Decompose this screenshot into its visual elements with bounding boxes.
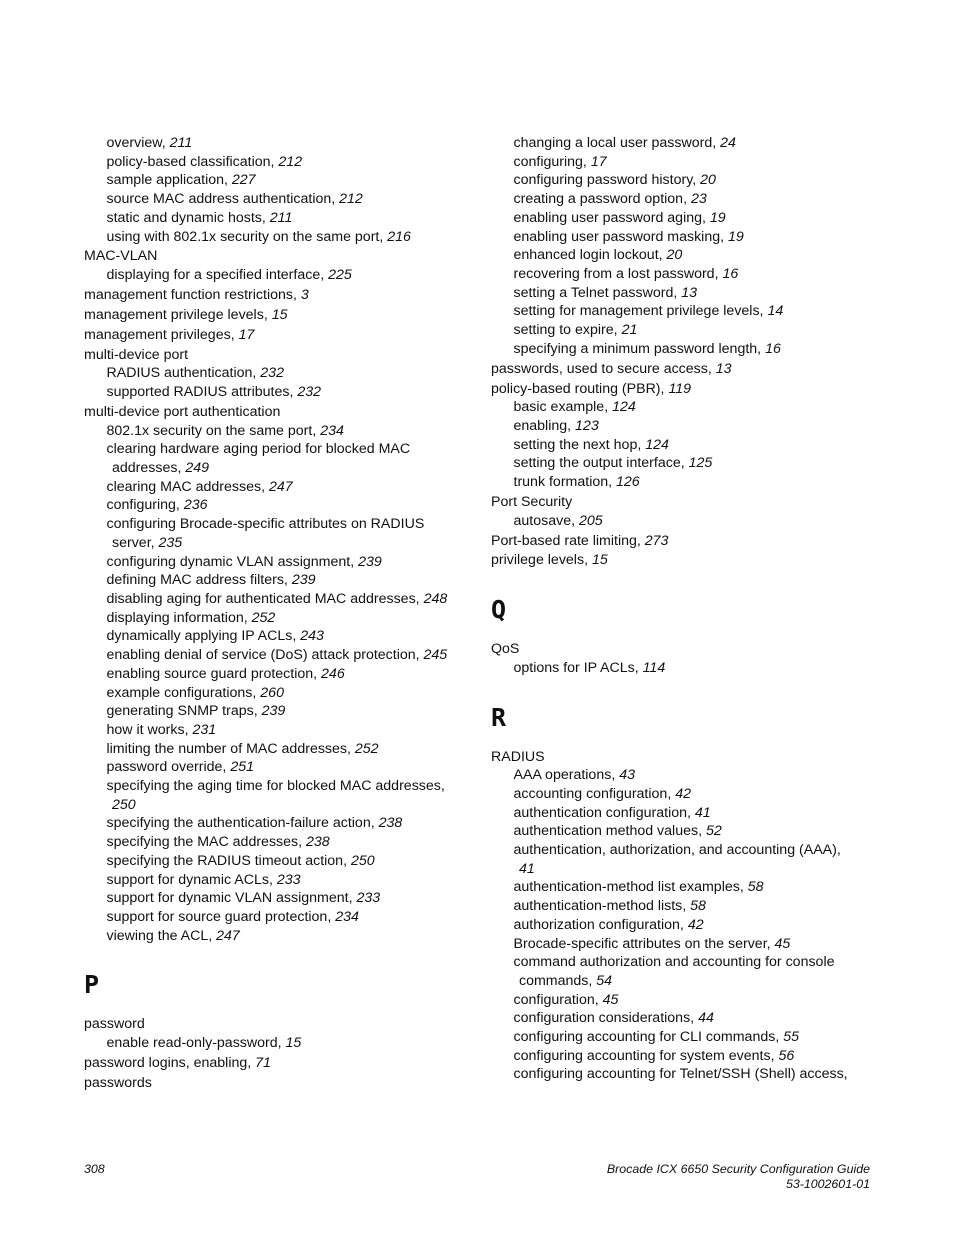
page-reference: 20	[700, 172, 716, 189]
page-reference: 119	[668, 380, 692, 397]
entry-text: generating SNMP traps	[106, 703, 254, 720]
page-reference: 252	[354, 740, 379, 757]
index-subentry: displaying for a specified interface, 225	[106, 267, 352, 284]
page-reference: 45	[774, 935, 791, 952]
entry-text: passwords	[84, 1074, 152, 1091]
index-subentry: configuring accounting for system events, 56	[513, 1047, 795, 1064]
page-reference: 273	[644, 532, 669, 549]
index-subentry: setting a Telnet password, 13	[513, 284, 698, 301]
page-reference: 52	[705, 823, 722, 840]
index-subentry: configuring password history, 20	[513, 172, 716, 189]
page-reference: 231	[192, 721, 217, 738]
entry-text: recovering from a lost password	[513, 265, 715, 282]
index-subentry: disabling aging for authenticated MAC addresses, 248	[106, 591, 448, 607]
page-reference: 41	[694, 804, 711, 821]
entry-text: AAA operations	[513, 767, 612, 784]
entry-text: example configurations	[106, 684, 253, 701]
page-reference: 250	[350, 852, 375, 869]
entry-text: configuration considerations	[513, 1010, 691, 1027]
entry-text: authentication configuration	[513, 804, 688, 821]
entry-text: overview	[106, 135, 162, 151]
entry-text: changing a local user password	[513, 135, 713, 151]
entry-text: viewing the ACL	[106, 927, 209, 944]
index-subentry: 802.1x security on the same port, 234	[106, 422, 344, 439]
index-column-right	[491, 134, 871, 1084]
entry-text: setting to expire	[513, 322, 614, 339]
entry-text: multi-device port authentication	[84, 403, 281, 420]
index-subentry: enabling user password aging, 19	[513, 209, 726, 226]
entry-text: setting the next hop	[513, 436, 638, 453]
entry-text: displaying for a specified interface	[106, 267, 321, 284]
page-reference: 234	[335, 908, 359, 925]
index-subentry: creating a password option, 23	[513, 191, 707, 208]
page-reference: 23	[690, 191, 707, 208]
index-subentry: enabling denial of service (DoS) attack protection, 245	[106, 647, 448, 664]
entry-text: Brocade-specific attributes on the server	[513, 935, 767, 952]
index-continuation	[491, 860, 871, 879]
page-reference: 20	[666, 247, 683, 264]
entry-text: RADIUS	[491, 748, 545, 765]
entry-text: displaying information	[106, 609, 244, 626]
index-subentry: password override, 251	[106, 759, 254, 776]
index-subentry: specifying the authentication-failure action, 238	[106, 815, 403, 832]
entry-text: setting for management privilege levels	[513, 303, 760, 320]
index-subentry: generating SNMP traps, 239	[106, 703, 286, 720]
index-subentry: setting for management privilege levels, 14	[513, 303, 784, 320]
entry-text: enabling	[513, 417, 568, 434]
entry-text: options for IP ACLs	[513, 659, 635, 676]
index-subentry	[84, 515, 474, 534]
entry-text: creating a password option	[513, 191, 684, 208]
page-reference: 21	[621, 322, 638, 339]
entry-text: configuring dynamic VLAN assignment	[106, 553, 351, 570]
index-subentry: displaying information, 252	[106, 609, 276, 626]
index-subentry	[491, 841, 871, 860]
entry-text: configuration	[513, 991, 595, 1008]
index-subentry: trunk formation, 126	[513, 474, 640, 491]
entry-text: authorization configuration	[513, 916, 680, 933]
entry-text: using with 802.1x security on the same port	[106, 228, 380, 245]
entry-text: enabling user password masking	[513, 228, 721, 245]
index-subentry: limiting the number of MAC addresses, 252	[106, 740, 379, 757]
entry-text: Port Security	[491, 493, 573, 510]
footer-doc-number: 53-1002601-01	[785, 1177, 870, 1191]
index-subentry: specifying the RADIUS timeout action, 250	[106, 852, 375, 869]
entry-text: specifying a minimum password length	[513, 340, 758, 357]
page-reference: 238	[378, 815, 403, 832]
entry-text: configuring	[513, 153, 583, 170]
index-subentry: support for source guard protection, 234	[106, 908, 359, 925]
entry-text: configuring	[106, 497, 176, 514]
page-reference: 58	[747, 879, 764, 896]
entry-text: disabling aging for authenticated MAC addresses	[106, 591, 416, 607]
entry-text: addresses	[112, 460, 178, 477]
index-subentry: how it works, 231	[106, 721, 217, 738]
index-subentry	[84, 777, 474, 796]
entry-text: 802.1x security on the same port	[106, 422, 313, 439]
page-reference: 71	[255, 1054, 271, 1071]
index-subentry: policy-based classification, 212	[106, 153, 303, 170]
index-subentry: example configurations, 260	[106, 684, 284, 701]
page-reference: 247	[216, 927, 240, 944]
index-subentry: supported RADIUS attributes, 232	[106, 384, 322, 401]
index-subentry: setting the next hop, 124	[513, 436, 669, 453]
entry-text: password override	[106, 759, 223, 776]
index-entry	[84, 1074, 474, 1093]
index-subentry: clearing MAC addresses, 247	[106, 478, 293, 495]
page-reference: 114	[642, 659, 666, 676]
index-subentry	[84, 440, 474, 459]
page-reference: 16	[765, 340, 781, 357]
page-reference: 245	[423, 647, 448, 664]
page-reference: 54	[596, 972, 613, 989]
index-subentry	[491, 1065, 871, 1084]
page-reference: 123	[575, 417, 599, 434]
page-reference: 44	[698, 1010, 714, 1027]
index-subentry: defining MAC address filters, 239	[106, 572, 316, 589]
index-entry: Port-based rate limiting, 273	[491, 532, 669, 549]
index-subentry: configuring accounting for CLI commands, 55	[513, 1029, 799, 1046]
page-reference: 211	[169, 135, 193, 151]
footer-page-number: 308	[84, 1162, 105, 1176]
page-reference: 58	[690, 898, 706, 915]
index-subentry: configuring dynamic VLAN assignment, 239	[106, 553, 382, 570]
entry-text: specifying the RADIUS timeout action	[106, 852, 344, 869]
page-reference: 124	[645, 436, 669, 453]
index-subentry: basic example, 124	[513, 399, 636, 416]
index-subentry: dynamically applying IP ACLs, 243	[106, 628, 324, 645]
index-subentry: authentication-method list examples, 58	[513, 879, 764, 896]
index-subentry: changing a local user password, 24	[513, 135, 736, 151]
entry-text: privilege levels	[491, 552, 585, 569]
footer-guide-title: Brocade ICX 6650 Security Configuration Guide	[606, 1162, 870, 1176]
entry-text: Port-based rate limiting	[491, 532, 637, 549]
page-reference: 239	[358, 553, 382, 570]
entry-text: authentication-method lists	[513, 898, 683, 915]
entry-text: authentication method values	[513, 823, 699, 840]
index-entry	[491, 748, 871, 767]
index-entry	[84, 1015, 474, 1034]
index-entry: management privilege levels, 15	[84, 306, 288, 323]
entry-text: specifying the MAC addresses	[106, 834, 299, 851]
index-column-left	[84, 134, 474, 1093]
entry-text: setting a Telnet password	[513, 284, 674, 301]
entry-text: MAC-VLAN	[84, 248, 158, 265]
index-continuation: addresses, 249	[112, 460, 210, 477]
index-subentry: accounting configuration, 42	[513, 785, 691, 802]
entry-text: enhanced login lockout	[513, 247, 659, 264]
index-subentry: configuring, 17	[513, 153, 607, 170]
index-subentry: enabling user password masking, 19	[513, 228, 744, 245]
entry-text: support for source guard protection	[106, 908, 328, 925]
index-subentry: specifying a minimum password length, 16	[513, 340, 781, 357]
page-reference: 233	[356, 890, 381, 907]
section-letter: R	[491, 702, 507, 732]
index-subentry: configuring, 236	[106, 497, 208, 514]
entry-text: sample application	[106, 172, 225, 189]
index-subentry: viewing the ACL, 247	[106, 927, 240, 944]
page-reference: 238	[306, 834, 330, 851]
entry-text: limiting the number of MAC addresses	[106, 740, 348, 757]
page-reference: 41	[519, 860, 535, 877]
index-subentry: enhanced login lockout, 20	[513, 247, 683, 264]
page-reference: 45	[602, 991, 619, 1008]
entry-text: dynamically applying IP ACLs	[106, 628, 293, 645]
page-reference: 216	[387, 228, 411, 245]
page-reference: 19	[728, 228, 744, 245]
index-subentry: using with 802.1x security on the same port, 216	[106, 228, 411, 245]
page-reference: 212	[278, 153, 303, 170]
index-entry: policy-based routing (PBR), 119	[491, 380, 692, 397]
index-subentry: autosave, 205	[513, 512, 603, 529]
page-reference: 19	[709, 209, 726, 226]
page-reference: 212	[339, 191, 363, 208]
page-reference: 211	[269, 209, 293, 226]
entry-text: configuring Brocade-specific attributes on RADIUS	[106, 516, 425, 533]
section-letter: Q	[491, 595, 507, 625]
entry-text: how it works	[106, 721, 185, 738]
page-reference: 232	[297, 384, 322, 401]
page-reference: 233	[276, 871, 301, 888]
page-reference: 126	[616, 474, 640, 491]
page-reference: 55	[783, 1029, 799, 1046]
entry-text: configuring accounting for Telnet/SSH (Shell) access,	[513, 1066, 848, 1083]
index-subentry: authentication method values, 52	[513, 823, 722, 840]
page-reference: 260	[260, 684, 284, 701]
page-reference: 251	[230, 759, 254, 776]
entry-text: management function restrictions	[84, 287, 293, 303]
index-subentry: configuration considerations, 44	[513, 1010, 714, 1027]
entry-text: policy-based routing (PBR)	[491, 380, 661, 397]
index-subentry: Brocade-specific attributes on the server, 45	[513, 935, 791, 952]
index-subentry	[491, 953, 871, 972]
index-subentry: authorization configuration, 42	[513, 916, 704, 933]
page-reference: 227	[231, 172, 256, 189]
index-entry: password logins, enabling, 71	[84, 1054, 271, 1071]
index-subentry: source MAC address authentication, 212	[106, 191, 363, 208]
page-reference: 247	[268, 478, 293, 495]
entry-text: configuring password history	[513, 172, 693, 189]
entry-text: policy-based classification	[106, 153, 271, 170]
page-reference: 124	[612, 399, 636, 416]
index-entry	[84, 346, 474, 365]
page-reference: 248	[423, 591, 448, 607]
page-reference: 234	[320, 422, 344, 439]
index-subentry: recovering from a lost password, 16	[513, 265, 739, 282]
index-entry: passwords, used to secure access, 13	[491, 360, 732, 377]
entry-text: trunk formation	[513, 474, 609, 491]
index-entry	[491, 493, 871, 512]
section-letter: P	[84, 970, 100, 1000]
index-subentry: setting the output interface, 125	[513, 455, 713, 472]
footer-doc-info	[607, 1162, 870, 1192]
entry-text: support for dynamic ACLs	[106, 871, 269, 888]
entry-text: clearing MAC addresses	[106, 478, 262, 495]
index-continuation: commands, 54	[519, 972, 613, 989]
index-subentry: configuration, 45	[513, 991, 619, 1008]
entry-text: enable read-only-password	[106, 1035, 278, 1052]
index-subentry: AAA operations, 43	[513, 767, 635, 784]
entry-text: commands	[519, 972, 589, 989]
index-entry: management privileges, 17	[84, 326, 255, 343]
index-subentry: static and dynamic hosts, 211	[106, 209, 293, 226]
page-reference: 205	[578, 512, 603, 529]
entry-text: configuring accounting for system events	[513, 1047, 771, 1064]
index-entry	[491, 640, 871, 659]
entry-text: password logins, enabling	[84, 1054, 248, 1071]
page-reference: 15	[591, 552, 608, 569]
page-reference: 250	[112, 796, 136, 813]
entry-text: basic example	[513, 399, 605, 416]
page-reference: 13	[681, 284, 698, 301]
entry-text: defining MAC address filters	[106, 572, 284, 589]
entry-text: passwords, used to secure access	[491, 360, 708, 377]
index-subentry: sample application, 227	[106, 172, 256, 189]
page-reference: 246	[321, 665, 345, 682]
page-reference: 239	[291, 572, 316, 589]
entry-text: management privileges	[84, 326, 231, 343]
index-subentry: support for dynamic VLAN assignment, 233	[106, 890, 381, 907]
page-reference: 225	[328, 267, 352, 284]
entry-text: enabling denial of service (DoS) attack protection	[106, 647, 416, 664]
index-subentry: enabling, 123	[513, 417, 599, 434]
index-subentry: enabling source guard protection, 246	[106, 665, 345, 682]
page-reference: 249	[185, 460, 210, 477]
index-subentry: RADIUS authentication, 232	[106, 365, 284, 382]
page-reference: 17	[590, 153, 607, 170]
entry-text: QoS	[491, 641, 520, 658]
entry-text: supported RADIUS attributes	[106, 384, 290, 401]
page-reference: 15	[271, 306, 288, 323]
page-reference: 243	[300, 628, 324, 645]
entry-text: configuring accounting for CLI commands	[513, 1029, 776, 1046]
page-reference: 239	[261, 703, 286, 720]
entry-text: accounting configuration	[513, 785, 668, 802]
entry-text: source MAC address authentication	[106, 191, 332, 208]
entry-text: specifying the aging time for blocked MAC addresses,	[106, 778, 445, 795]
entry-text: support for dynamic VLAN assignment	[106, 890, 349, 907]
page-reference: 13	[715, 360, 732, 377]
page-reference: 125	[688, 455, 713, 472]
page-reference: 236	[183, 497, 208, 514]
index-subentry: support for dynamic ACLs, 233	[106, 871, 301, 888]
page-reference: 15	[285, 1035, 302, 1052]
entry-text: setting the output interface	[513, 455, 681, 472]
entry-text: clearing hardware aging period for blocked MAC	[106, 441, 411, 458]
index-subentry: authentication configuration, 41	[513, 804, 711, 821]
entry-text: command authorization and accounting for console	[513, 954, 835, 971]
entry-text: specifying the authentication-failure action	[106, 815, 371, 832]
index-entry: management function restrictions, 3	[84, 287, 309, 303]
entry-text: password	[84, 1016, 145, 1033]
index-subentry: authentication-method lists, 58	[513, 898, 706, 915]
page-reference: 17	[238, 326, 255, 343]
page-reference: 43	[619, 767, 635, 784]
index-continuation: server, 235	[112, 534, 183, 551]
entry-text: autosave	[513, 512, 572, 529]
page-reference: 14	[767, 303, 784, 320]
entry-text: multi-device port	[84, 346, 189, 363]
index-subentry: options for IP ACLs, 114	[513, 659, 666, 676]
index-entry: privilege levels, 15	[491, 552, 608, 569]
index-subentry: overview, 211	[106, 135, 193, 151]
entry-text: enabling user password aging	[513, 209, 703, 226]
page-reference: 42	[675, 785, 691, 802]
page-reference: 16	[722, 265, 739, 282]
index-entry	[84, 247, 474, 266]
page-reference: 42	[687, 916, 704, 933]
page-reference: 56	[778, 1047, 795, 1064]
index-continuation	[84, 796, 474, 815]
page-reference: 252	[251, 609, 276, 626]
entry-text: server	[112, 534, 151, 551]
page-reference: 232	[260, 365, 284, 382]
entry-text: authentication, authorization, and accounting (AAA),	[513, 842, 841, 859]
entry-text: RADIUS authentication	[106, 365, 253, 382]
index-subentry: setting to expire, 21	[513, 322, 638, 339]
entry-text: static and dynamic hosts	[106, 209, 262, 226]
index-entry	[84, 403, 474, 422]
entry-text: authentication-method list examples	[513, 879, 740, 896]
page-reference: 235	[158, 534, 183, 551]
entry-text: enabling source guard protection	[106, 665, 314, 682]
page-reference: 24	[720, 135, 736, 151]
entry-text: management privilege levels	[84, 306, 264, 323]
page-reference: 3	[300, 287, 309, 303]
index-subentry: enable read-only-password, 15	[106, 1035, 302, 1052]
index-subentry: specifying the MAC addresses, 238	[106, 834, 330, 851]
